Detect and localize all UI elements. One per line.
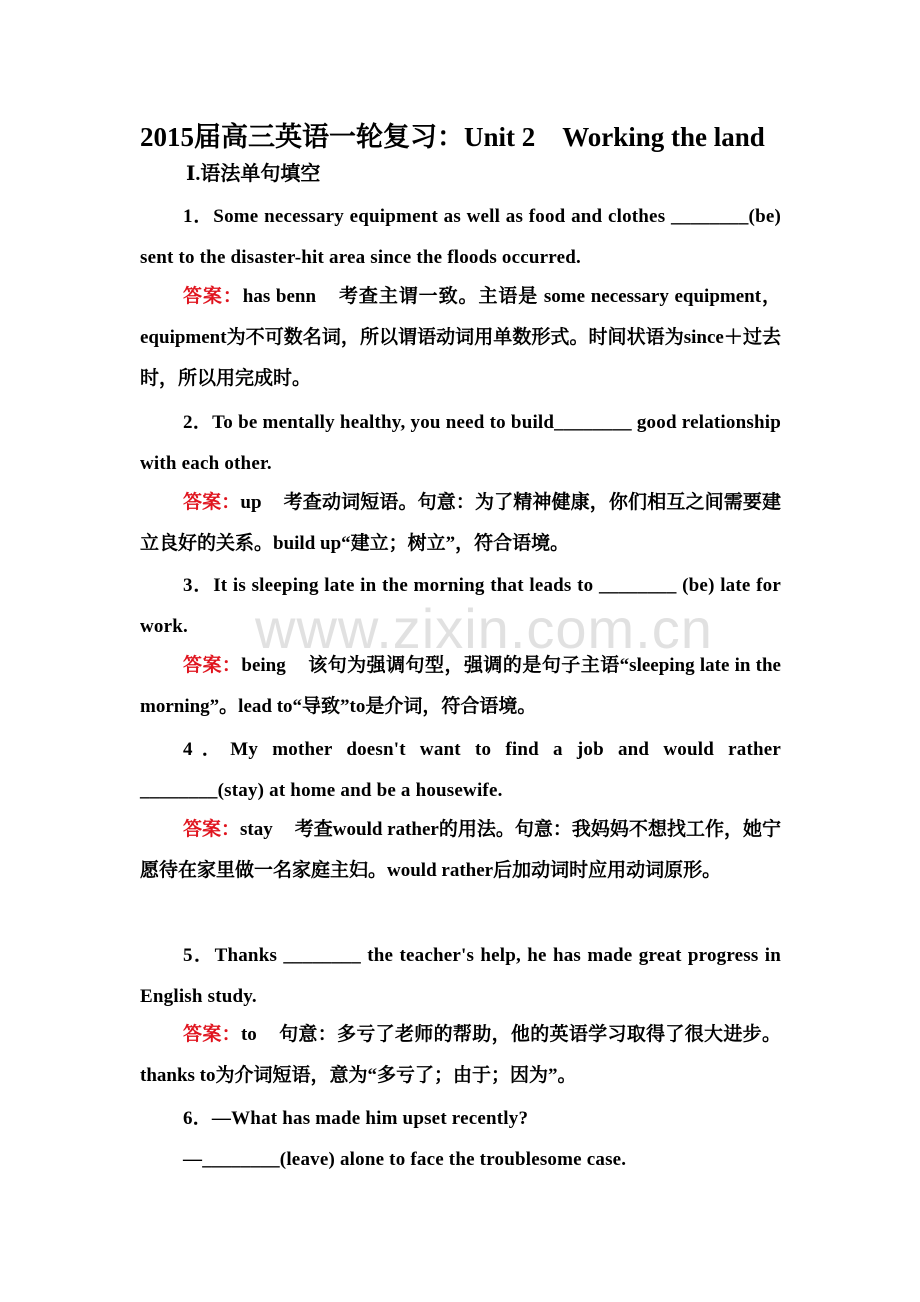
answer-label: 答案： [183,286,243,307]
question-3: 3．It is sleeping late in the morning that leads to ________ (be) late for work. [140,575,781,637]
answer-3 [140,645,781,727]
answer-value: up [240,492,262,513]
question-6-line-2: —________(leave) alone to face the troublesome case. [183,1149,627,1170]
answer-value: to [240,1024,257,1045]
answer-explanation: 考查主谓一致。主语是 some necessary equipment，equipment为不可数名词，所以谓语动词用单数形式。时间状语为since＋过去时，所以用完成时。 [140,286,781,389]
watermark: www.zixin.com.cn [255,597,713,660]
answer-explanation: 句意：多亏了老师的帮助，他的英语学习取得了很大进步。thanks to为介词短语，意为“多亏了；由于；因为”。 [140,1024,781,1086]
answer-value: stay [240,819,273,840]
question-5: 5．Thanks ________ the teacher's help, he has made great progress in English study. [140,945,781,1007]
answer-value: has benn [242,286,317,307]
answer-label: 答案： [183,655,242,676]
answer-label: 答案： [183,1024,241,1045]
answer-explanation: 考查动词短语。句意：为了精神健康，你们相互之间需要建立良好的关系。build up“建立；树立”，符合语境。 [140,492,781,554]
page-title: 2015届高三英语一轮复习：Unit 2 Working the land [140,122,765,152]
answer-2 [140,482,781,564]
question-4: 4．My mother doesn't want to find a job and would rather ________(stay) at home and be a housewife. [140,739,781,801]
answer-explanation: 考查would rather的用法。句意：我妈妈不想找工作，她宁愿待在家里做一名家庭主妇。would rather后加动词时应用动词原形。 [140,819,781,881]
answer-label: 答案： [183,819,241,840]
answer-1 [140,276,781,399]
answer-5 [140,1014,781,1096]
answer-value: being [241,655,286,676]
answer-explanation: 该句为强调句型，强调的是句子主语“sleeping late in the morning”。lead to“导致”to是介词，符合语境。 [140,655,781,717]
answer-label: 答案： [183,492,241,513]
question-2: 2．To be mentally healthy, you need to build________ good relationship with each other. [140,412,781,474]
question-1: 1．Some necessary equipment as well as food and clothes ________(be) sent to the disaster-hit area since the floods occurred. [140,206,781,268]
question-6: 6．—What has made him upset recently? [183,1108,529,1129]
section-heading: Ⅰ.语法单句填空 [186,163,321,185]
answer-4 [140,809,781,891]
